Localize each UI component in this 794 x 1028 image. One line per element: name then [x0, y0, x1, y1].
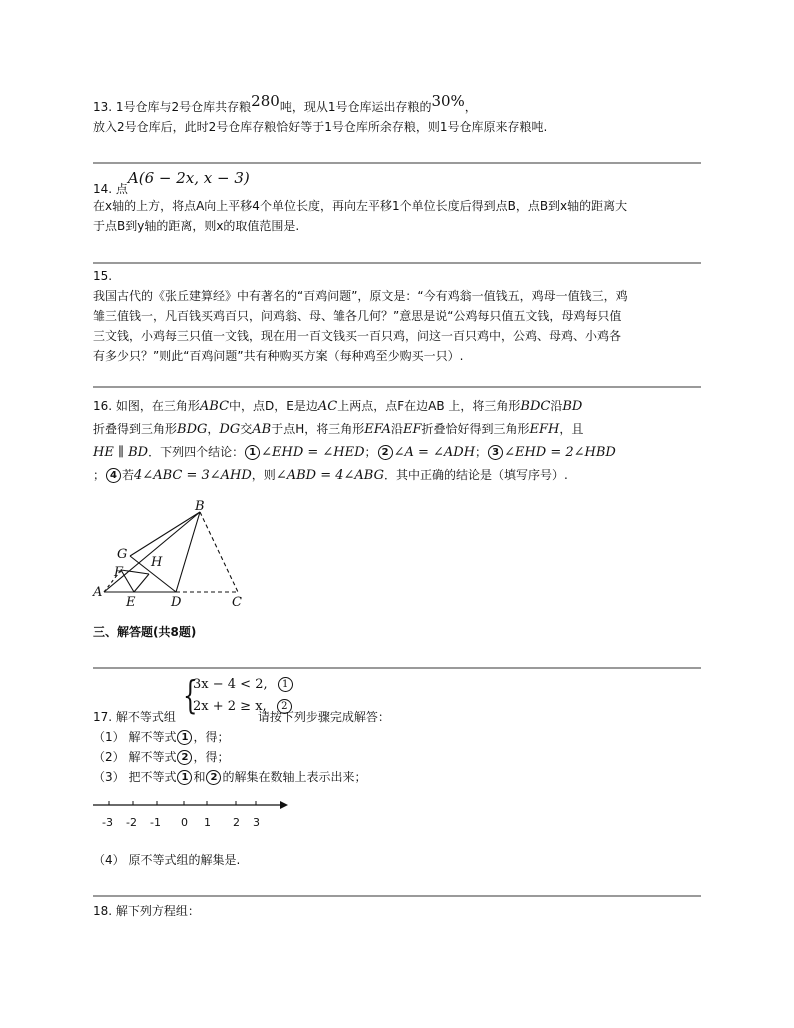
section-3-heading: 三、解答题(共8题)	[93, 625, 197, 639]
divider	[93, 262, 701, 264]
label-a: A	[93, 585, 103, 600]
label-f: F	[114, 565, 124, 580]
tick-label: -3	[102, 816, 113, 829]
question-17-step-4: （4） 原不等式组的解集是.	[93, 853, 241, 867]
value-30pct: 30%	[431, 92, 465, 110]
tick-label: -1	[150, 816, 161, 829]
label-g: G	[117, 547, 128, 562]
arrow-right-icon	[280, 801, 288, 809]
divider	[93, 162, 701, 164]
question-16: 16. 如图，在三角形ABC中，点D，E是边AC上两点，点F在边AB 上，将三角形BDC沿BD 折叠得到三角形BDG，DG交AB于点H，将三角形EFA沿EF折叠恰好得到三角形EFH，且 HE ∥ BD．下列四个结论： 1 ∠EHD = ∠HED； 2 ∠A = ∠ADH； 3 ∠EHD = 2∠HBD ； 4 若4∠ABC = 3∠AHD，则∠ABD = 4∠ABG．其中正确的结论是（填写序号）.	[93, 399, 616, 483]
divider	[93, 386, 701, 388]
circled-2: 2	[378, 445, 393, 460]
number-line	[90, 798, 290, 834]
label-e: E	[126, 595, 136, 610]
edge-eh	[134, 574, 149, 592]
question-14: 14. 点A(6 − 2x, x − 3) 在x轴的上方，将点A向上平移4个单位长度，再向左平移1个单位长度后得到点B，点B到x轴的距离大 于点B到y轴的距离，则x的取值范围是.	[93, 169, 628, 233]
circled-1: 1	[245, 445, 260, 460]
point-a-expression: A(6 − 2x, x − 3)	[127, 169, 250, 187]
triangle-figure	[90, 498, 260, 610]
tick-label: -2	[126, 816, 137, 829]
edge-bd	[176, 512, 200, 592]
divider	[93, 667, 701, 669]
label-b: B	[195, 499, 205, 514]
question-17: 17. 解不等式组 请按下列步骤完成解答： （1） 解不等式 1 ，得； （2） 解不等式 2 ，得； （3） 把不等式 1 和 2 的解集在数轴上表示出来；	[93, 710, 390, 784]
tick-label: 0	[181, 816, 188, 829]
value-280: 280	[251, 92, 280, 110]
question-13: 13. 1号仓库与2号仓库共存粮280吨，现从1号仓库运出存粮的30%， 放入2号仓库后，此时2号仓库存粮恰好等于1号仓库所余存粮，则1号仓库原来存粮吨.	[93, 92, 548, 134]
tick-label: 2	[233, 816, 240, 829]
edge-fh	[121, 570, 149, 574]
circled-3: 3	[488, 445, 503, 460]
brace: {	[183, 673, 198, 717]
divider	[93, 895, 701, 897]
edge-gb	[130, 512, 200, 556]
label-h: H	[151, 555, 163, 570]
tick-label: 1	[204, 816, 211, 829]
circled-4: 4	[106, 468, 121, 483]
tick-label: 3	[253, 816, 260, 829]
label-c: C	[232, 595, 242, 610]
edge-bc	[200, 512, 238, 592]
label-d: D	[171, 595, 182, 610]
number-line-axis	[90, 798, 290, 812]
question-15: 15. 我国古代的《张丘建算经》中有著名的“百鸡问题”，原文是：“今有鸡翁一值钱五，鸡母一值钱三，鸡 雏三值钱一，凡百钱买鸡百只，问鸡翁、母、雏各几何？”意思是说“公鸡每只值五文钱，母鸡每只值 三文钱，小鸡每三只值一文钱，现在用一百文钱买一百只鸡，问这一百只鸡中，公鸡、母鸡、小鸡各 有多少只？”则此“百鸡问题”共有种购买方案（每种鸡至少购买一只）.	[93, 269, 628, 363]
question-18: 18. 解下列方程组：	[93, 904, 200, 918]
